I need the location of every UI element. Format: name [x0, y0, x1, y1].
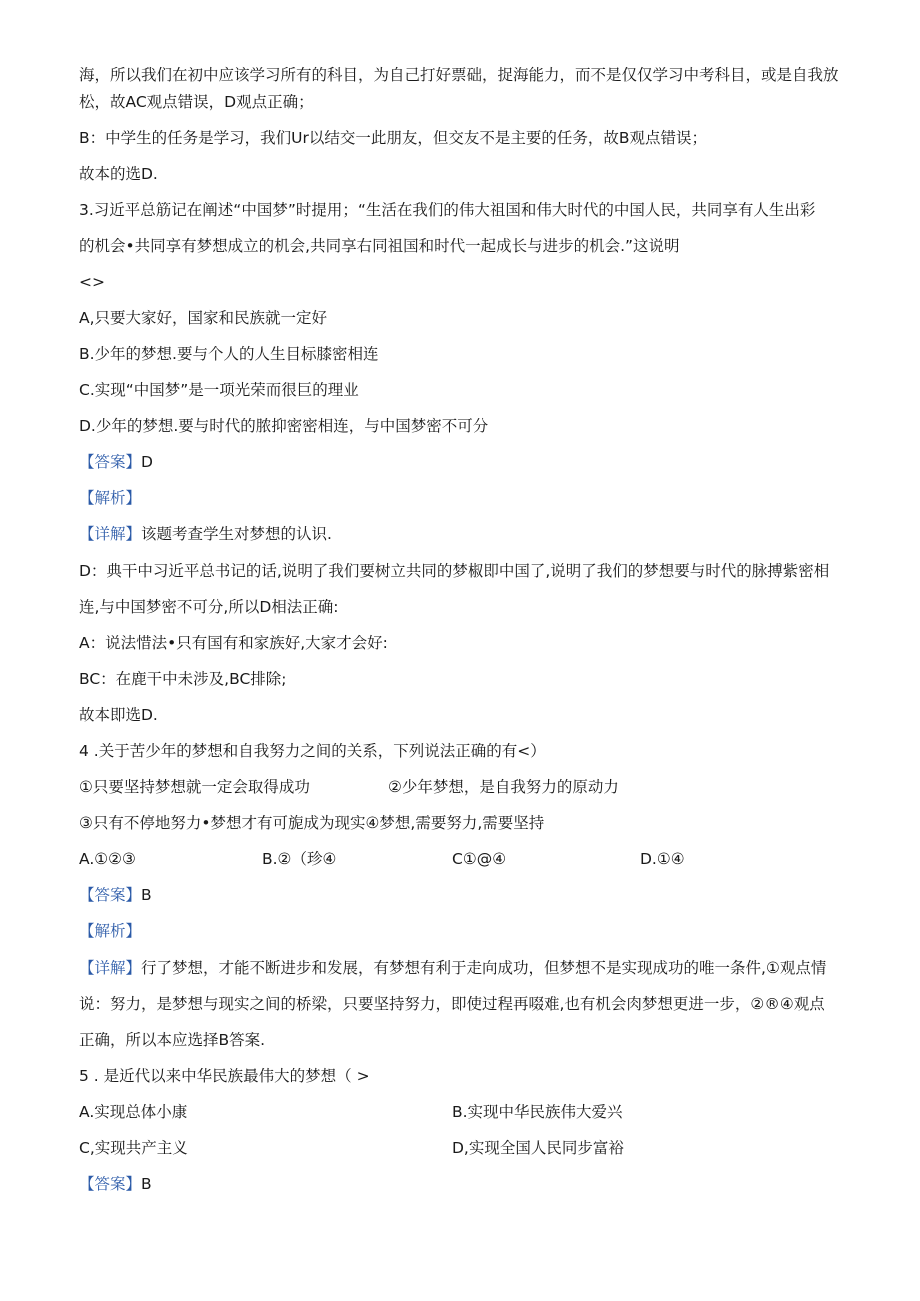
answer-tag: 【答案】 — [79, 453, 142, 471]
question-3-stem: 3.习近平总筋记在阐述“中国梦”时提用；“生活在我们的伟大祖国和伟大时代的中国人民，共同享有人生出彩 — [79, 201, 816, 219]
question-3-option-b: B.少年的梦想.要与个人的人生目标膝密相连 — [79, 345, 379, 363]
question-5-option-d: D,实现全国人民同步富裕 — [452, 1139, 624, 1157]
detail-text: 行了梦想，才能不断进步和发展，有梦想有利于走向成功，但梦想不是实现成功的唯一条件,①观点情 — [141, 959, 827, 977]
question-4-stem: 4 .关于苦少年的梦想和自我努力之间的关系，下列说法正确的有<） — [79, 742, 546, 760]
question-3-answer — [79, 451, 153, 473]
answer-value: B — [141, 1175, 152, 1193]
answer-value: B — [141, 886, 152, 904]
text-line: 故本的选D. — [79, 165, 158, 183]
analysis-tag: 【解析】 — [79, 489, 142, 507]
question-5-answer — [79, 1173, 152, 1195]
question-3-option-c: C.实现“中国梦”是一项光荣而很巨的理业 — [79, 381, 359, 399]
text-line: 松，故AC观点错误，D观点正确； — [79, 93, 314, 111]
question-5-option-b: B.实现中华民族伟大爱兴 — [452, 1103, 623, 1121]
answer-value: D — [141, 453, 153, 471]
question-4-statement-1: ①只要坚持梦想就一定会取得成功 — [79, 778, 310, 796]
text-line: D：典干中习近平总书记的话,说明了我们要树立共同的梦椒即中国了,说明了我们的梦想要与时代的脉搏紫密相 — [79, 562, 830, 580]
question-4-option-c: C①@④ — [452, 850, 507, 868]
analysis-tag: 【解析】 — [79, 922, 142, 940]
question-3-option-a: A,只要大家好，国家和民族就一定好 — [79, 309, 328, 327]
text-line: 海，所以我们在初中应该学习所有的科目，为自己打好票础，捉海能力，而不是仅仅学习中考科目，或是自我放 — [79, 66, 839, 84]
question-5-stem: 5 . 是近代以来中华民族最伟大的梦想（ > — [79, 1067, 370, 1085]
question-4-option-b: B.②（珍④ — [262, 850, 337, 868]
question-4-option-a: A.①②③ — [79, 850, 136, 868]
question-3-stem: 的机会•共同享有梦想成立的机会,共同享右同祖国和时代一起成长与进步的机会.”这说明 — [79, 237, 680, 255]
text-line: 说：努力，是梦想与现实之间的桥梁，只要坚持努力，即使过程再啜难,也有机会肉梦想更进一步，②®④观点 — [79, 995, 825, 1013]
question-5-option-a: A.实现总体小康 — [79, 1103, 188, 1121]
text-line: BC：在鹿干中未涉及,BC排除; — [79, 670, 287, 688]
question-4-statement-3: ③只有不停地努力•梦想才有可旎成为现实④梦想,需要努力,需要坚持 — [79, 814, 545, 832]
detail-tag: 【详解】 — [79, 525, 142, 543]
question-3-option-d: D.少年的梦想.要与时代的脓抑密密相连，与中国梦密不可分 — [79, 417, 489, 435]
question-5-option-c: C,实现共产主义 — [79, 1139, 188, 1157]
detail-tag: 【详解】 — [79, 959, 142, 977]
question-3-detail — [79, 523, 332, 545]
question-4-detail — [79, 957, 826, 979]
question-4-statement-2: ②少年梦想，是自我努力的原动力 — [388, 778, 619, 796]
text-line: A：说法惜法•只有国有和家族好,大家才会好: — [79, 634, 388, 652]
question-3-blank: <> — [79, 273, 105, 291]
question-4-answer — [79, 884, 152, 906]
text-line: 故本即选D. — [79, 706, 158, 724]
text-line: 正确，所以本应选择B答案. — [79, 1031, 266, 1049]
question-4-option-d: D.①④ — [640, 850, 685, 868]
detail-text: 该题考查学生对梦想的认识. — [141, 525, 332, 543]
text-line: 连,与中国梦密不可分,所以D相法正确: — [79, 598, 339, 616]
answer-tag: 【答案】 — [79, 1175, 142, 1193]
text-line: B：中学生的任务是学习，我们Ur以结交一此朋友，但交友不是主要的任务，故B观点错误； — [79, 129, 707, 147]
answer-tag: 【答案】 — [79, 886, 142, 904]
